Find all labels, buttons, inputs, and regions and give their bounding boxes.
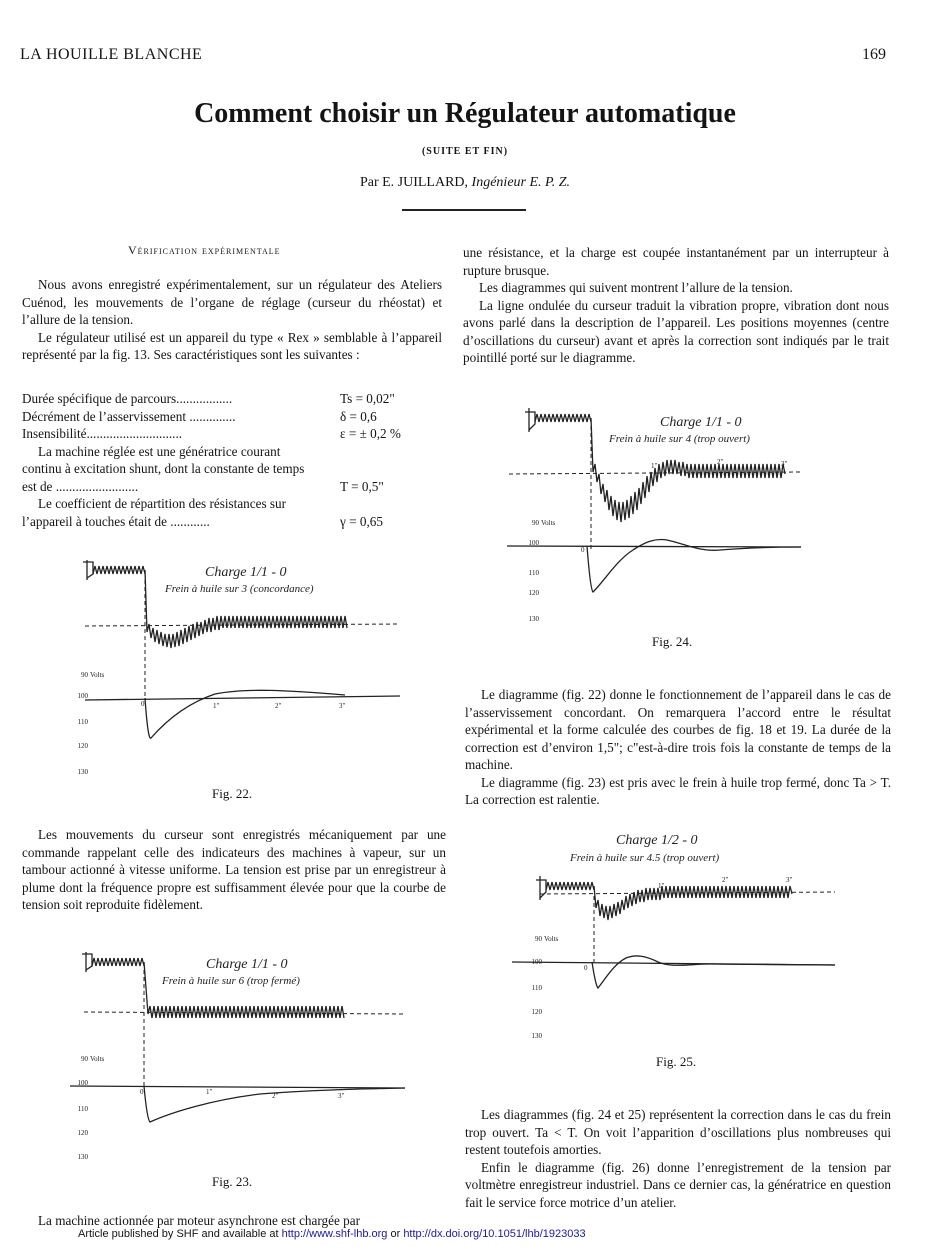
figure-label-load: Charge 1/1 - 0 xyxy=(206,957,288,972)
tick-t2: 2" xyxy=(717,458,724,466)
paragraph: La ligne ondulée du curseur traduit la vibration propre, vibration dont nous avons parlé dans la description de l’appareil. Les positions moyennes (centre d’oscillations du curseur) avant et après la correction sont indiqués par le trait pointillé porté sur le diagramme. xyxy=(463,297,889,365)
tick-110: 110 xyxy=(77,1105,88,1113)
tick-t2: 2" xyxy=(722,876,729,884)
tick-100: 100 xyxy=(528,539,539,547)
spec-row xyxy=(22,495,452,530)
tick-90: 90 xyxy=(81,1055,88,1063)
axis-label-volts: Volts xyxy=(90,671,105,679)
figure-label-brake: Frein à huile sur 3 (concordance) xyxy=(165,583,314,595)
paragraph: Le régulateur utilisé est un appareil du type « Rex » semblable à l’appareil représenté par la fig. 13. Ses caractéristiques sont les suivantes : xyxy=(22,329,442,362)
author-title: Ingénieur E. P. Z. xyxy=(471,175,571,190)
figure-label-brake: Frein à huile sur 4.5 (trop ouvert) xyxy=(570,852,720,864)
spec-label: La machine réglée est une génératrice courant continu à excitation shunt, dont la constante de temps est de ......................... xyxy=(22,443,305,494)
left-body xyxy=(22,826,446,914)
footer-notice xyxy=(78,1228,586,1240)
axis-label-volts: Volts xyxy=(541,519,556,527)
tick-130: 130 xyxy=(531,1032,542,1040)
figure-24-caption: Fig. 24. xyxy=(652,634,693,649)
tick-100: 100 xyxy=(77,692,88,700)
paragraph: Enfin le diagramme (fig. 26) donne l’enregistrement de la tension par voltmètre enregistreur industriel. Dans ce dernier cas, la génératrice en question fait le service force motrice d’un atelier. xyxy=(465,1159,891,1210)
figure-25-diagram xyxy=(510,830,840,1045)
figure-label-brake: Frein à huile sur 6 (trop fermé) xyxy=(162,975,300,987)
spec-value: ε = ± 0,2 % xyxy=(340,426,401,441)
figure-23-diagram xyxy=(60,948,410,1168)
figure-label-brake: Frein à huile sur 4 (trop ouvert) xyxy=(609,433,750,445)
section-heading: Vérification expérimentale xyxy=(128,243,281,257)
right-intro xyxy=(463,244,889,367)
tick-130: 130 xyxy=(77,1153,88,1161)
tick-90: 90 xyxy=(535,935,542,943)
figure-23-caption: Fig. 23. xyxy=(212,1174,253,1189)
axis-label-volts: Volts xyxy=(90,1055,105,1063)
tick-120: 120 xyxy=(77,1129,88,1137)
paragraph: Le diagramme (fig. 23) est pris avec le frein à huile trop fermé, donc Ta > T. La correction est ralentie. xyxy=(465,774,891,807)
spec-row xyxy=(22,443,452,496)
figure-label-load: Charge 1/2 - 0 xyxy=(616,833,698,848)
paragraph: Les mouvements du curseur sont enregistrés mécaniquement par une commande rappelant celle des indicateurs des machines à vapeur, sur un tambour actionné à vitesse uniforme. La tension est prise par un enregistreur à plume dont la fréquence propre est suffisamment élevée pour que la courbe de tension soit reproduite fidèlement. xyxy=(22,827,446,912)
tick-t0: 0 xyxy=(140,1088,144,1096)
paragraph: Les diagrammes (fig. 24 et 25) représentent la correction dans le cas du frein trop ouvert. Ta < T. On voit l’apparition d’oscillations plus nombreuses qui restent toutefois amorties. xyxy=(465,1107,891,1157)
spec-value: Ts = 0,02" xyxy=(340,391,395,406)
spec-row xyxy=(22,408,452,426)
tick-t0: 0 xyxy=(584,964,588,972)
figure-24-diagram xyxy=(505,402,805,627)
article-subtitle: (SUITE ET FIN) xyxy=(421,146,509,157)
tick-130: 130 xyxy=(77,768,88,776)
article-title: Comment choisir un Régulateur automatique xyxy=(194,98,736,129)
spec-row xyxy=(22,390,452,408)
right-tail xyxy=(465,1106,891,1211)
author-name: Par E. JUILLARD, xyxy=(359,175,469,190)
spec-row xyxy=(22,425,452,443)
tick-100: 100 xyxy=(531,958,542,966)
tick-t1: 1" xyxy=(658,882,665,890)
title-divider xyxy=(402,209,526,211)
footer-text: Article published by SHF and available at xyxy=(78,1228,282,1240)
spec-label: Insensibilité............................. xyxy=(22,426,183,441)
spec-label: Le coefficient de répartition des résistances sur l’appareil à touches était de ............ xyxy=(22,496,287,529)
paragraph: une résistance, et la charge est coupée instantanément par un interrupteur à rupture brusque. xyxy=(463,245,889,278)
paragraph: Le diagramme (fig. 22) donne le fonctionnement de l’appareil dans le cas de l’asservissement concordant. On remarquera l’accord entre le résultat expérimental et la forme calculée des courbes de fig. 18 et 19. La durée de la correction est d’environ 1,5"; c"est-à-dire trois fois la constante de temps de la machine. xyxy=(465,687,891,772)
tick-t3: 3" xyxy=(339,702,346,710)
left-intro xyxy=(22,276,442,364)
figure-label-load: Charge 1/1 - 0 xyxy=(205,565,287,580)
spec-list xyxy=(22,390,452,530)
spec-label: Durée spécifique de parcours................. xyxy=(22,391,233,406)
tick-t2: 2" xyxy=(272,1092,279,1100)
tick-120: 120 xyxy=(528,589,539,597)
tick-t3: 3" xyxy=(786,876,793,884)
footer-text: or xyxy=(387,1228,404,1240)
paragraph: Nous avons enregistré expérimentalement, sur un régulateur des Ateliers Cuénod, les mouvements de l’organe de réglage (curseur du rhéostat) et l’allure de la tension. xyxy=(22,277,442,327)
spec-value: T = 0,5" xyxy=(340,478,384,494)
figure-22-diagram xyxy=(55,552,415,782)
spec-label: Décrément de l’asservissement .............. xyxy=(22,408,236,424)
tick-t0: 0 xyxy=(141,700,145,708)
tick-t1: 1" xyxy=(213,702,220,710)
paragraph: La machine actionnée par moteur asynchrone est chargée par xyxy=(38,1213,360,1228)
right-body xyxy=(465,686,891,809)
author-line xyxy=(0,175,930,191)
tick-t3: 3" xyxy=(338,1092,345,1100)
tick-t3: 3" xyxy=(781,460,788,468)
figure-22-caption: Fig. 22. xyxy=(212,786,253,801)
tick-100: 100 xyxy=(77,1079,88,1087)
tick-110: 110 xyxy=(528,569,539,577)
figure-label-load: Charge 1/1 - 0 xyxy=(660,415,742,430)
tick-t1: 1" xyxy=(206,1088,213,1096)
tick-110: 110 xyxy=(531,984,542,992)
tick-t2: 2" xyxy=(275,702,282,710)
spec-value: γ = 0,65 xyxy=(340,513,383,529)
page-number: 169 xyxy=(862,46,886,63)
tick-t1: 1" xyxy=(651,462,658,470)
tick-t0: 0 xyxy=(581,546,585,554)
tick-90: 90 xyxy=(532,519,539,527)
paragraph: Les diagrammes qui suivent montrent l’allure de la tension. xyxy=(479,280,793,295)
tick-110: 110 xyxy=(77,718,88,726)
tick-90: 90 xyxy=(81,671,88,679)
journal-name: LA HOUILLE BLANCHE xyxy=(20,46,203,63)
tick-120: 120 xyxy=(531,1008,542,1016)
tick-130: 130 xyxy=(528,615,539,623)
footer-link-doi[interactable]: http://dx.doi.org/10.1051/lhb/1923033 xyxy=(403,1228,586,1240)
axis-label-volts: Volts xyxy=(544,935,559,943)
figure-25-caption: Fig. 25. xyxy=(656,1054,697,1069)
footer-link-shf[interactable]: http://www.shf-lhb.org xyxy=(281,1228,388,1240)
left-tail xyxy=(22,1212,446,1230)
tick-120: 120 xyxy=(77,742,88,750)
spec-value: δ = 0,6 xyxy=(340,408,377,424)
